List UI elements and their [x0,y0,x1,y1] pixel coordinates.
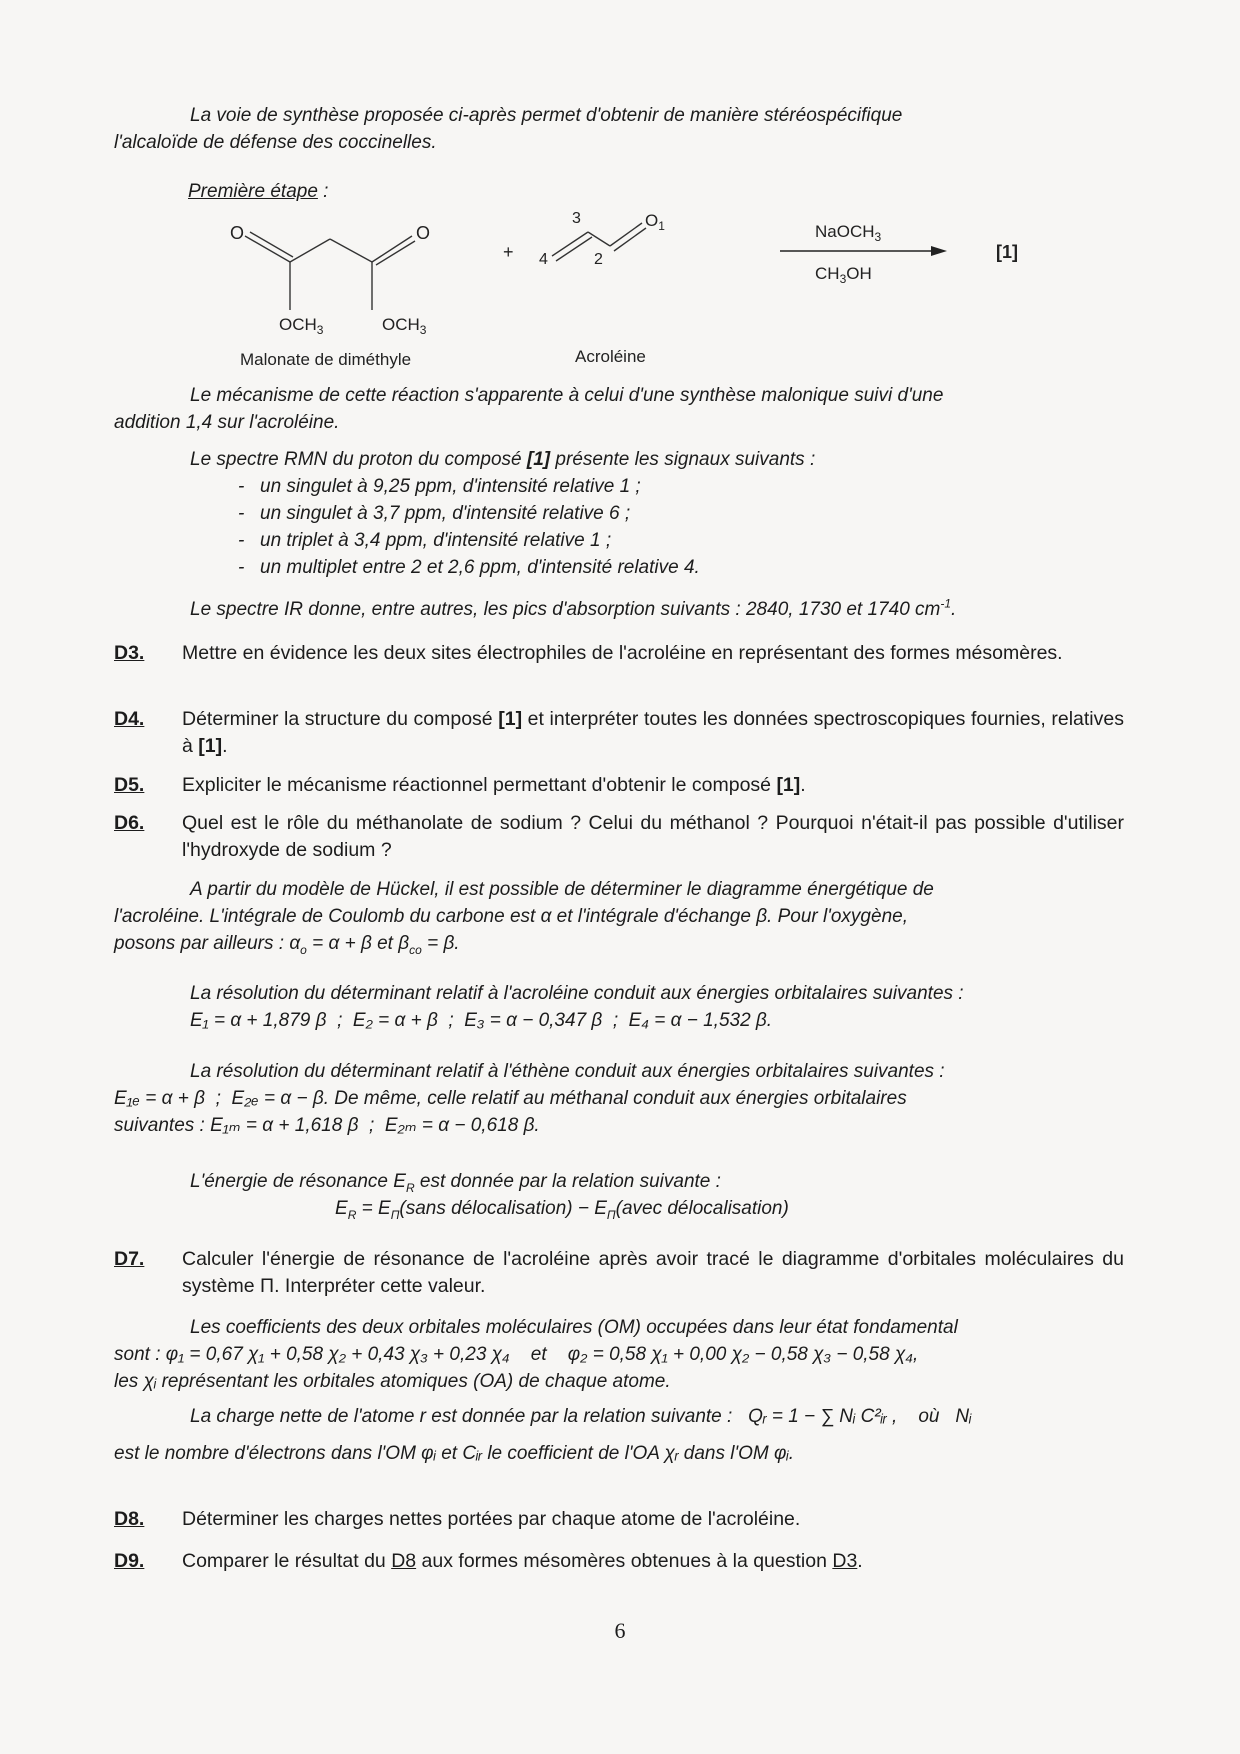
charge-relation: La charge nette de l'atome r est donnée par la relation suivante : Qᵣ = 1 − ∑ Nᵢ C²ᵢᵣ , où Nᵢ [190,1406,972,1427]
nmr-signal: - un triplet à 3,4 ppm, d'intensité relative 1 ; [260,527,1124,554]
question-text: Expliciter le mécanisme réactionnel permettant d'obtenir le composé [1]. [182,774,806,796]
nmr-signal: - un multiplet entre 2 et 2,6 ppm, d'intensité relative 4. [260,554,1124,581]
coefficients-line-5: est le nombre d'électrons dans l'OM φᵢ et Cᵢᵣ le coefficient de l'OA χᵣ dans l'OM φᵢ. [114,1443,795,1464]
intro-line-2: l'alcaloïde de défense des coccinelles. [114,132,437,153]
question-text: Mettre en évidence les deux sites électrophiles de l'acroléine en représentant des formes mésomères. [182,642,1063,664]
reaction-arrow [780,246,947,256]
question-d9 [114,1548,1124,1575]
acroleine-energies-intro: La résolution du déterminant relatif à l'acroléine conduit aux énergies orbitalaires suivantes : [190,983,964,1004]
huckel-line-1: A partir du modèle de Hückel, il est possible de déterminer le diagramme énergétique de [190,879,934,900]
acroleine-num-2: 2 [594,251,603,268]
acroleine-energies [190,980,1130,1034]
resonance-block [190,1168,1090,1222]
question-text: Quel est le rôle du méthanolate de sodium ? Celui du méthanol ? Pourquoi n'était-il pas possible d'utiliser l'hydroxyde de sodium ? [182,812,1124,861]
intro-line-1: La voie de synthèse proposée ci-après permet d'obtenir de manière stéréospécifique [190,105,903,126]
resonance-formula: $E_R$ = $E_\Pi(sans$ délocalisation) − $E_\Pi(avec$ délocalisation) [335,1198,789,1222]
malonate-och3-left: $OCH_3$ [279,315,324,337]
nmr-signal: - un singulet à 9,25 ppm, d'intensité relative 1 ; [260,473,1124,500]
malonate-o-left: O [230,223,245,243]
malonate-label: Malonate de diméthyle [240,350,412,369]
question-d4 [114,706,1124,760]
nmr-block [114,446,1124,581]
question-label: D4. [114,708,145,730]
resonance-intro: L'énergie de résonance $E_R$ est donnée par la relation suivante : [190,1171,721,1195]
question-d7 [114,1246,1124,1300]
plus-sign: + [503,242,514,262]
question-label: D6. [114,812,145,834]
malonate-och3-right: $OCH_3$ [382,315,427,337]
acroleine-label: Acroléine [575,347,646,366]
step-heading [188,178,328,205]
coefficients-line-3: les χᵢ représentant les orbitales atomiques (OA) de chaque atome. [114,1371,671,1392]
huckel-paragraph [114,876,1124,957]
question-label: D8. [114,1508,145,1530]
question-label: D3. [114,642,145,664]
reaction-scheme [190,208,1070,373]
reagent-ch3oh: $CH_3OH$ [815,264,872,286]
question-text: Comparer le résultat du D8 aux formes mésomères obtenues à la question D3. [182,1550,863,1572]
huckel-line-2: l'acroléine. L'intégrale de Coulomb du carbone est α et l'intégrale d'échange β. Pour l'oxygène, [114,906,908,927]
coefficients-paragraph [114,1314,1124,1467]
intro-paragraph [114,102,1124,156]
malonate-o-right: O [416,223,431,243]
acroleine-energies-values: E₁ = α + 1,879 β ; E₂ = α + β ; E₃ = α − 0,347 β ; E₄ = α − 1,532 β. [190,1010,773,1031]
nmr-intro: Le spectre RMN du proton du composé [1] présente les signaux suivants : [190,449,816,470]
question-d8 [114,1506,1124,1533]
acroleine-o1: $O_1$ [645,211,665,233]
ethene-paragraph [114,1058,1124,1139]
product-1: [1] [996,242,1018,262]
huckel-line-3: posons par ailleurs : $\alpha_o = \alpha + \beta$ et $\beta_{co} = \beta$. [114,933,460,957]
malonate-structure [245,232,415,310]
question-text: Déterminer la structure du composé [1] et interpréter toutes les données spectroscopiques fournies, relatives à [1]. [182,708,1124,757]
ethene-line-3: suivantes : E₁ₘ = α + 1,618 β ; E₂ₘ = α − 0,618 β. [114,1115,540,1136]
coefficients-line-1: Les coefficients des deux orbitales moléculaires (OM) occupées dans leur état fondamental [190,1317,958,1338]
acroleine-num-4: 4 [539,251,548,268]
mechanism-line-1: Le mécanisme de cette réaction s'apparente à celui d'une synthèse malonique suivi d'une [190,385,944,406]
ethene-line-1: La résolution du déterminant relatif à l'éthène conduit aux énergies orbitalaires suivantes : [190,1061,945,1082]
page-number: 6 [614,1618,626,1643]
question-label: D7. [114,1248,145,1270]
ir-line: Le spectre IR donne, entre autres, les pics d'absorption suivants : 2840, 1730 et 1740 $cm^{-1}$. [190,596,957,620]
step-title: Première étape [188,181,318,202]
step-colon: : [317,181,329,202]
charge-formula: Qᵣ = 1 − ∑ Nᵢ C²ᵢᵣ , [748,1406,898,1427]
question-d3 [114,640,1124,667]
question-text: Déterminer les charges nettes portées par chaque atome de l'acroléine. [182,1508,801,1530]
nmr-signal: - un singulet à 3,7 ppm, d'intensité relative 6 ; [260,500,1124,527]
question-d5 [114,772,1124,799]
reagent-naoch3: NaOCH$_3$ [815,222,882,244]
ethene-line-2: E₁ₑ = α + β ; E₂ₑ = α − β. De même, celle relatif au méthanal conduit aux énergies orbitalaires [114,1088,907,1109]
question-ref: D3 [832,1550,858,1572]
question-d6 [114,810,1124,864]
question-label: D9. [114,1550,145,1572]
question-ref: D8 [391,1550,417,1572]
question-text: Calculer l'énergie de résonance de l'acroléine après avoir tracé le diagramme d'orbitales moléculaires du système Π. Interpréter cette valeur. [182,1248,1124,1297]
mechanism-line-2: addition 1,4 sur l'acroléine. [114,412,340,433]
coefficients-line-2: sont : φ₁ = 0,67 χ₁ + 0,58 χ₂ + 0,43 χ₃ + 0,23 χ₄ et φ₂ = 0,58 χ₁ + 0,00 χ₂ − 0,58 χ₃ − 0,58 χ₄, [114,1344,919,1365]
question-label: D5. [114,774,145,796]
mechanism-paragraph [114,382,1124,436]
acroleine-num-3: 3 [572,210,581,227]
